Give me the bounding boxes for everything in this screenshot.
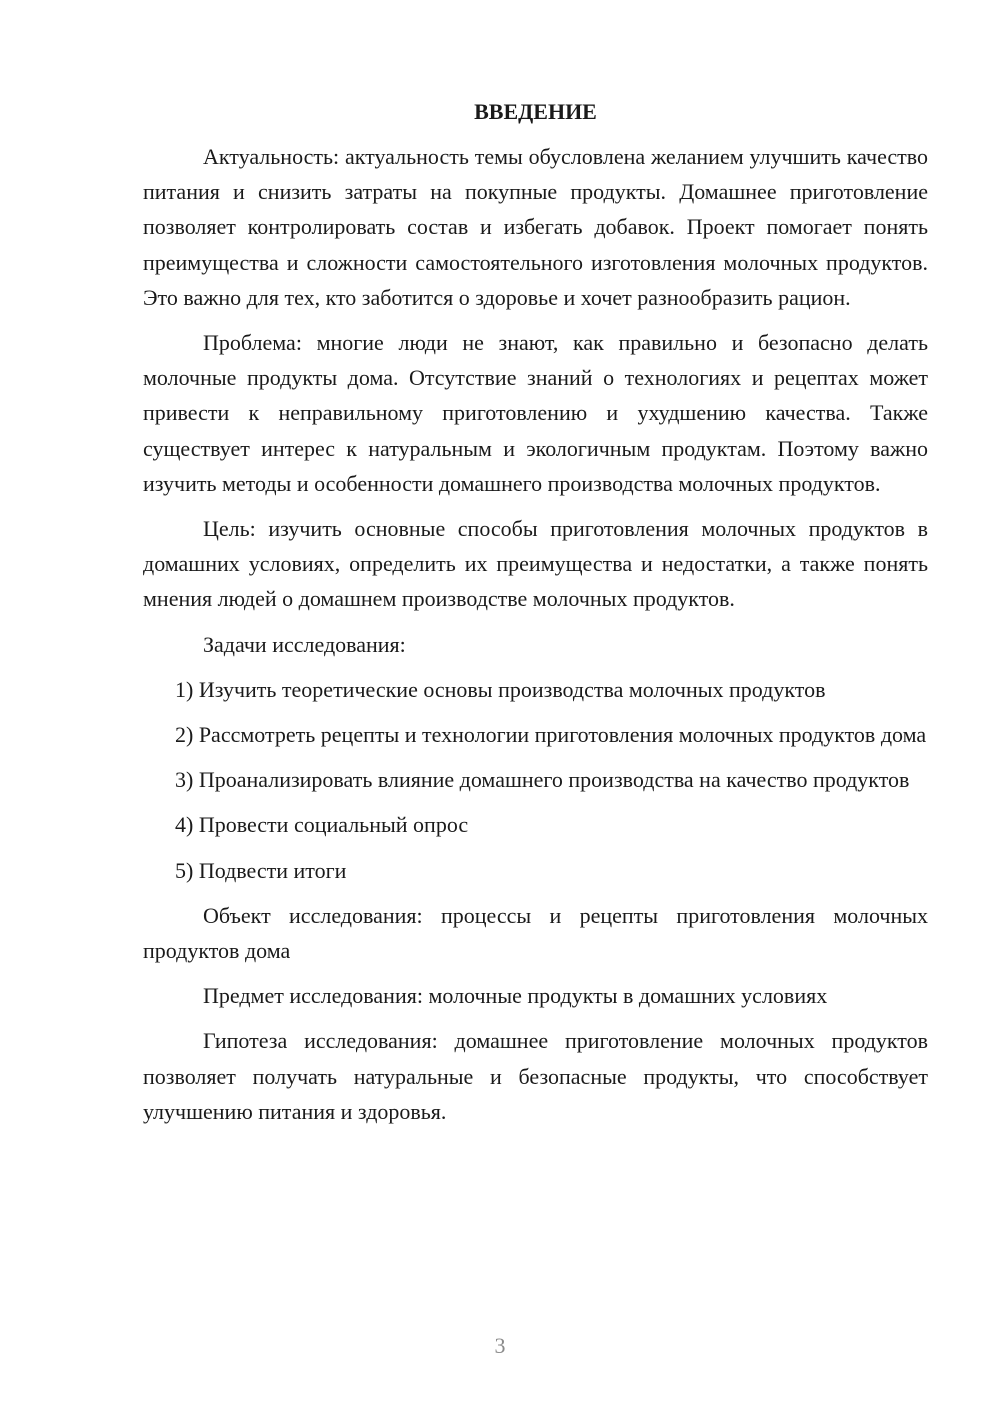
goal-paragraph: Цель: изучить основные способы приготовления молочных продуктов в домашних условиях, определить их преимущества и недостатки, а также понять мнения людей о домашнем производстве молочных продуктов.	[143, 516, 928, 612]
task-item-5: 5) Подвести итоги	[175, 857, 347, 883]
tasks-heading: Задачи исследования:	[203, 631, 406, 657]
problem-paragraph: Проблема: многие люди не знают, как правильно и безопасно делать молочные продукты дома. Отсутствие знаний о технологиях и рецептах может привести к неправильному приготовлению и ухудшению качества. Также существует интерес к натуральным и экологичным продуктам. Поэтому важно изучить методы и особенности домашнего производства молочных продуктов.	[143, 330, 928, 496]
object-paragraph: Объект исследования: процессы и рецепты приготовления молочных продуктов дома	[143, 902, 928, 964]
page-number: 3	[494, 1333, 506, 1358]
hypothesis-paragraph: Гипотеза исследования: домашнее приготовление молочных продуктов позволяет получать натуральные и безопасные продукты, что способствует улучшению питания и здоровья.	[143, 1028, 928, 1124]
task-item-4: 4) Провести социальный опрос	[175, 812, 469, 838]
relevance-paragraph: Актуальность: актуальность темы обусловлена желанием улучшить качество питания и снизить затраты на покупные продукты. Домашнее приготовление позволяет контролировать состав и избегать добавок. Проект помогает понять преимущества и сложности самостоятельного изготовления молочных продуктов. Это важно для тех, кто заботится о здоровье и хочет разнообразить рацион.	[143, 144, 928, 310]
task-item-2: 2) Рассмотреть рецепты и технологии приготовления молочных продуктов дома	[175, 722, 927, 748]
document-page	[143, 94, 928, 1139]
page-title: ВВЕДЕНИЕ	[474, 99, 597, 124]
task-item-3: 3) Проанализировать влияние домашнего производства на качество продуктов	[175, 767, 910, 793]
task-item-1: 1) Изучить теоретические основы производства молочных продуктов	[175, 676, 826, 702]
subject-paragraph: Предмет исследования: молочные продукты в домашних условиях	[203, 983, 828, 1009]
